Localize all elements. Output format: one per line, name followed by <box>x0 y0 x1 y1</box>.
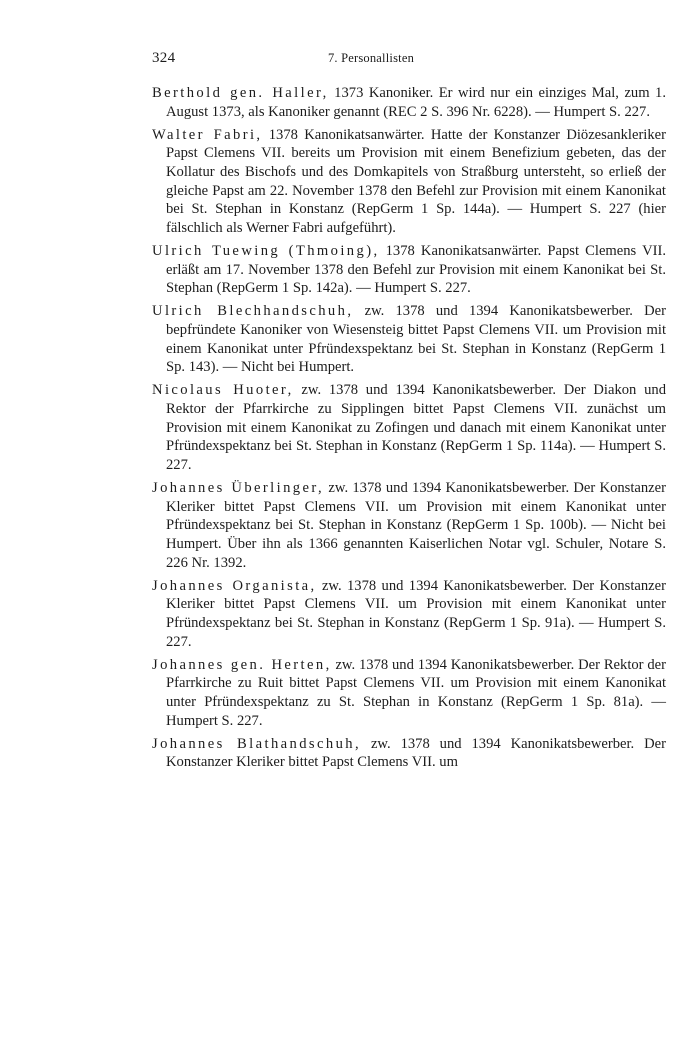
entry-name: Johannes gen. Herten, <box>152 656 332 673</box>
entry-text: 1378 Kanonikatsanwärter. Hatte der Konstanzer Diözesankleriker Papst Clemens VII. bereits um Provision mit einem Benefizium gebeten, das der Kollatur des Bischofs und des Domkapitels von Straßburg untersteht, so erließ der gleiche Papst am 22. November 1378 den Befehl zur Provision mit einem Kanonikat bei St. Stephan in Konstanz (RepGerm 1 Sp. 144a). — Humpert S. 227 (hier fälschlich als Werner Fabri aufgeführt). <box>166 126 666 236</box>
entry <box>152 479 666 572</box>
entry-text: zw. 1378 und 1394 Kanonikatsbewerber. Der Konstanzer Kleriker bittet Papst Clemens VII. um Provision mit einem Kanonikat unter Pfründexspektanz bei St. Stephan in Konstanz (RepGerm 1 Sp. 91a). — Humpert S. 227. <box>166 577 666 650</box>
entry-text: zw. 1378 und 1394 Kanonikatsbewerber. Der Diakon und Rektor der Pfarrkirche zu Sipplingen bittet Papst Clemens VII. zunächst um Provision mit einem Kanonikat zu Zofingen und danach mit einem Kanonikat unter Pfründexspektanz bei St. Stephan in Konstanz (RepGerm 1 Sp. 114a). — Humpert S. 227. <box>166 382 666 474</box>
running-head: 7. Personallisten <box>327 51 415 65</box>
entry-name: Johannes Überlinger, <box>152 480 325 497</box>
entry-text: zw. 1378 und 1394 Kanonikatsbewerber. Der Konstanzer Kleriker bittet Papst Clemens VII. um Provision mit einem Kanonikat unter Pfründexspektanz bei St. Stephan in Konstanz (RepGerm 1 Sp. 100b). — Nicht bei Humpert. Über ihn als 1366 genannten Kaiserlichen Notar vgl. Schuler, Notare S. 226 Nr. 1392. <box>166 480 666 571</box>
entry <box>152 126 666 238</box>
entry <box>152 735 666 772</box>
entry <box>152 242 666 298</box>
entry-name: Berthold gen. Haller, <box>152 85 329 101</box>
page-header <box>152 50 590 70</box>
entry-name: Ulrich Tuewing (Thmoing), <box>152 243 380 260</box>
entry <box>152 302 666 377</box>
entry-text: 1378 Kanonikatsanwärter. Papst Clemens VII. erläßt am 17. November 1378 den Befehl zur Provision mit einem Kanonikat bei St. Stephan (RepGerm 1 Sp. 142a). — Humpert S. 227. <box>166 243 666 297</box>
entry-text: zw. 1378 und 1394 Kanonikatsbewerber. Der bepfründete Kanoniker von Wiesensteig bittet Papst Clemens VII. um Provision mit einem Kanonikat unter Pfründexspektanz bei St. Stephan in Konstanz (RepGerm 1 Sp. 143). — Nicht bei Humpert. <box>166 303 667 376</box>
entry-text: 1373 Kanoniker. Er wird nur ein einziges Mal, zum 1. August 1373, als Kanoniker genannt (REC 2 S. 396 Nr. 6228). — Humpert S. 227. <box>166 85 666 120</box>
entry-name: Johannes Blathandschuh, <box>152 735 362 752</box>
entry <box>152 577 666 652</box>
entry-name: Nicolaus Huoter, <box>152 382 294 399</box>
entry-name: Johannes Organista, <box>152 577 317 594</box>
entry <box>152 656 666 731</box>
entry-text: zw. 1378 und 1394 Kanonikatsbewerber. Der Konstanzer Kleriker bittet Papst Clemens VII. um <box>166 735 666 771</box>
entry-list <box>152 84 666 776</box>
entry-name: Ulrich Blechhandschuh, <box>152 303 354 320</box>
entry <box>152 381 666 474</box>
page-number: 324 <box>152 50 176 66</box>
entry-text: zw. 1378 und 1394 Kanonikatsbewerber. Der Rektor der Pfarrkirche zu Ruit bittet Papst Clemens VII. um Provision mit einem Kanonikat unter Pfründexspektanz zu St. Stephan in Konstanz (RepGerm 1 Sp. 81a). — Humpert S. 227. <box>166 656 666 729</box>
entry-name: Walter Fabri, <box>152 126 263 143</box>
entry <box>152 84 666 121</box>
